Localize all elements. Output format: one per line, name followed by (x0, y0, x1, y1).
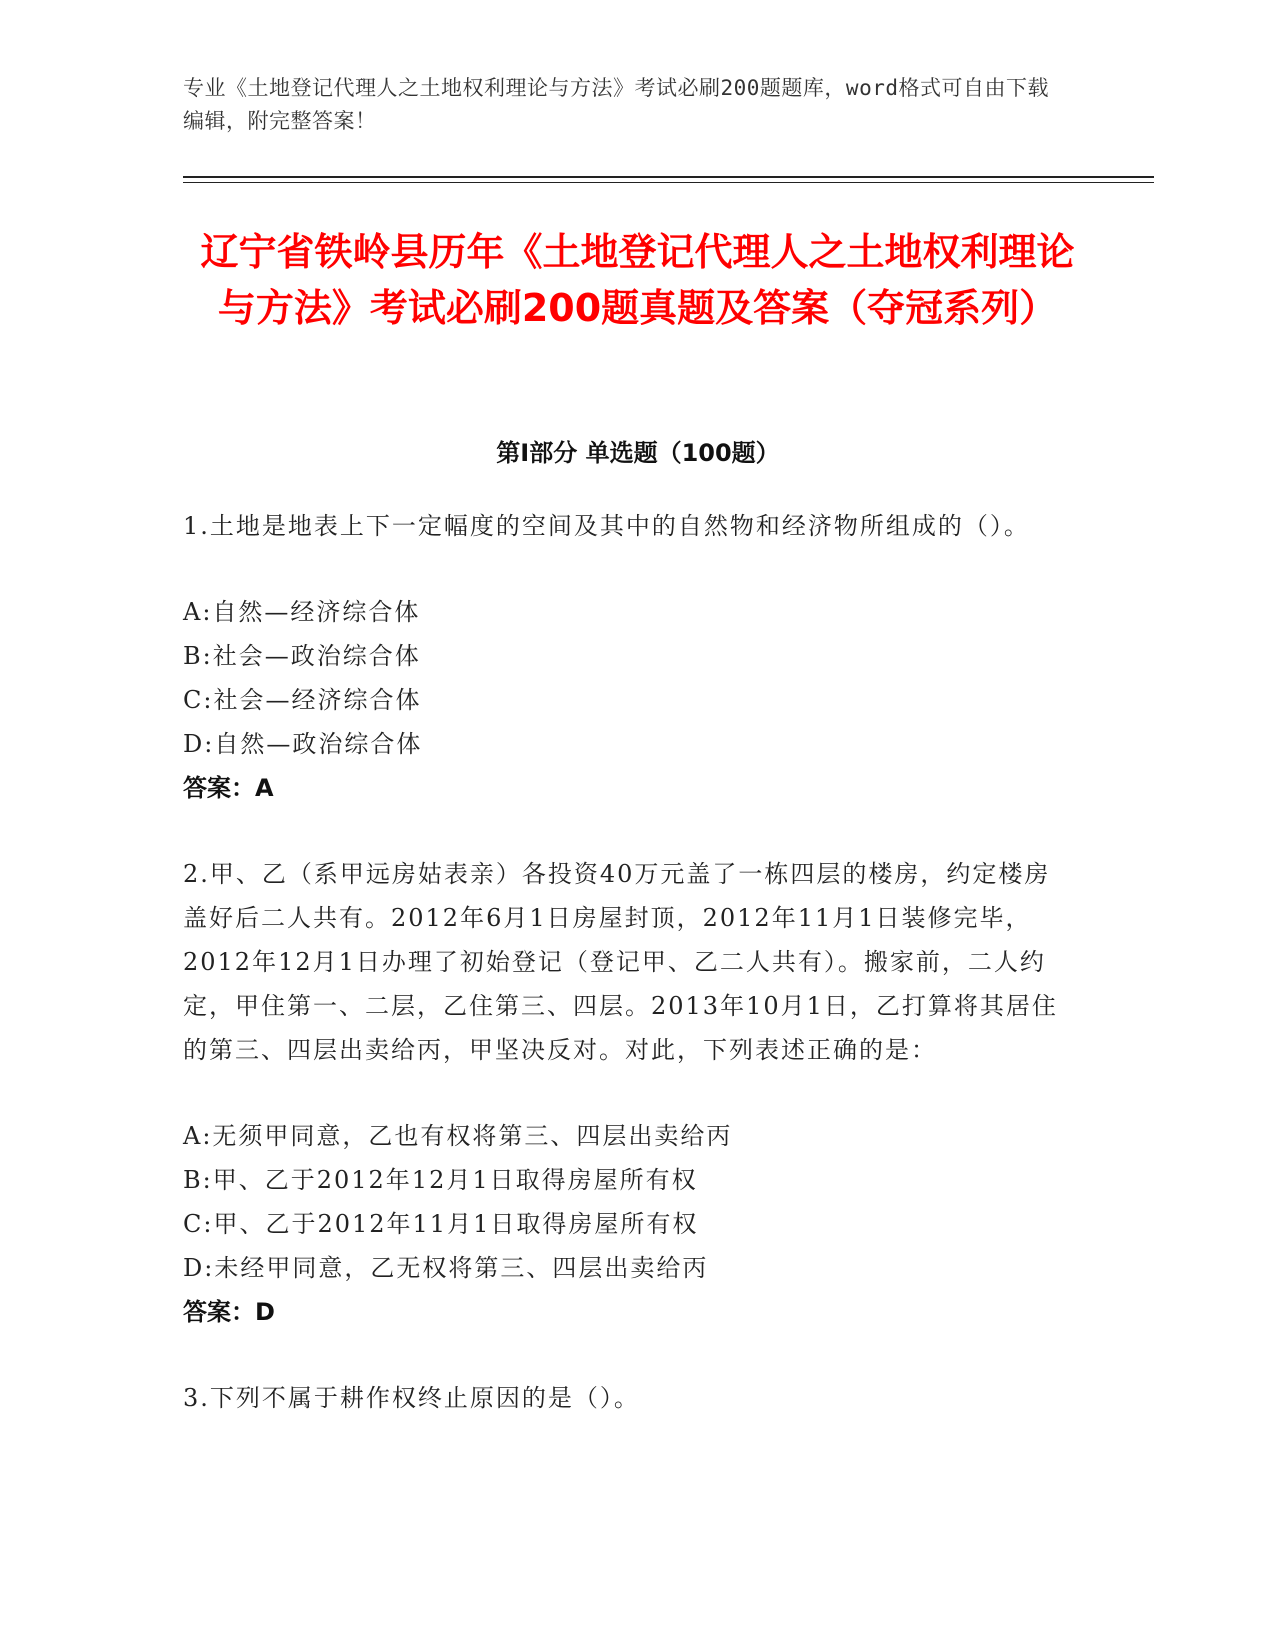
header-divider-thick (183, 176, 1154, 178)
question-2-answer: 答案：D (183, 1298, 275, 1326)
question-3-stem: 3.下列不属于耕作权终止原因的是（）。 (183, 1384, 640, 1412)
section-title: 第Ⅰ部分 单选题（100题） (496, 439, 780, 467)
question-1-option-a: A:自然—经济综合体 (183, 598, 421, 626)
header-divider-thin (183, 182, 1154, 183)
question-2-option-b: B:甲、乙于2012年12月1日取得房屋所有权 (183, 1166, 698, 1194)
question-2-stem: 2.甲、乙（系甲远房姑表亲）各投资40万元盖了一栋四层的楼房，约定楼房盖好后二人共有。2012年6月1日房屋封顶，2012年11月1日装修完毕，2012年12月1日办理了初始登记（登记甲、乙二人共有）。搬家前，二人约定，甲住第一、二层，乙住第三、四层。2013年10月1日，乙打算将其居住的第三、四层出卖给丙，甲坚决反对。对此，下列表述正确的是： (183, 860, 1058, 1064)
header-note: 专业《土地登记代理人之土地权利理论与方法》考试必刷200题题库，word格式可自由下载编辑，附完整答案！ (183, 76, 1049, 133)
question-2-option-a: A:无须甲同意，乙也有权将第三、四层出卖给丙 (183, 1122, 733, 1150)
question-1-stem: 1.土地是地表上下一定幅度的空间及其中的自然物和经济物所组成的（）。 (183, 512, 1030, 540)
question-1-option-b: B:社会—政治综合体 (183, 642, 421, 670)
question-1-option-d: D:自然—政治综合体 (183, 730, 423, 758)
document-title: 辽宁省铁岭县历年《土地登记代理人之土地权利理论与方法》考试必刷200题真题及答案（夺冠系列） (200, 230, 1075, 330)
question-2-option-c: C:甲、乙于2012年11月1日取得房屋所有权 (183, 1210, 699, 1238)
question-1-answer: 答案：A (183, 774, 274, 802)
question-1-option-c: C:社会—经济综合体 (183, 686, 422, 714)
question-2-option-d: D:未经甲同意，乙无权将第三、四层出卖给丙 (183, 1254, 709, 1282)
